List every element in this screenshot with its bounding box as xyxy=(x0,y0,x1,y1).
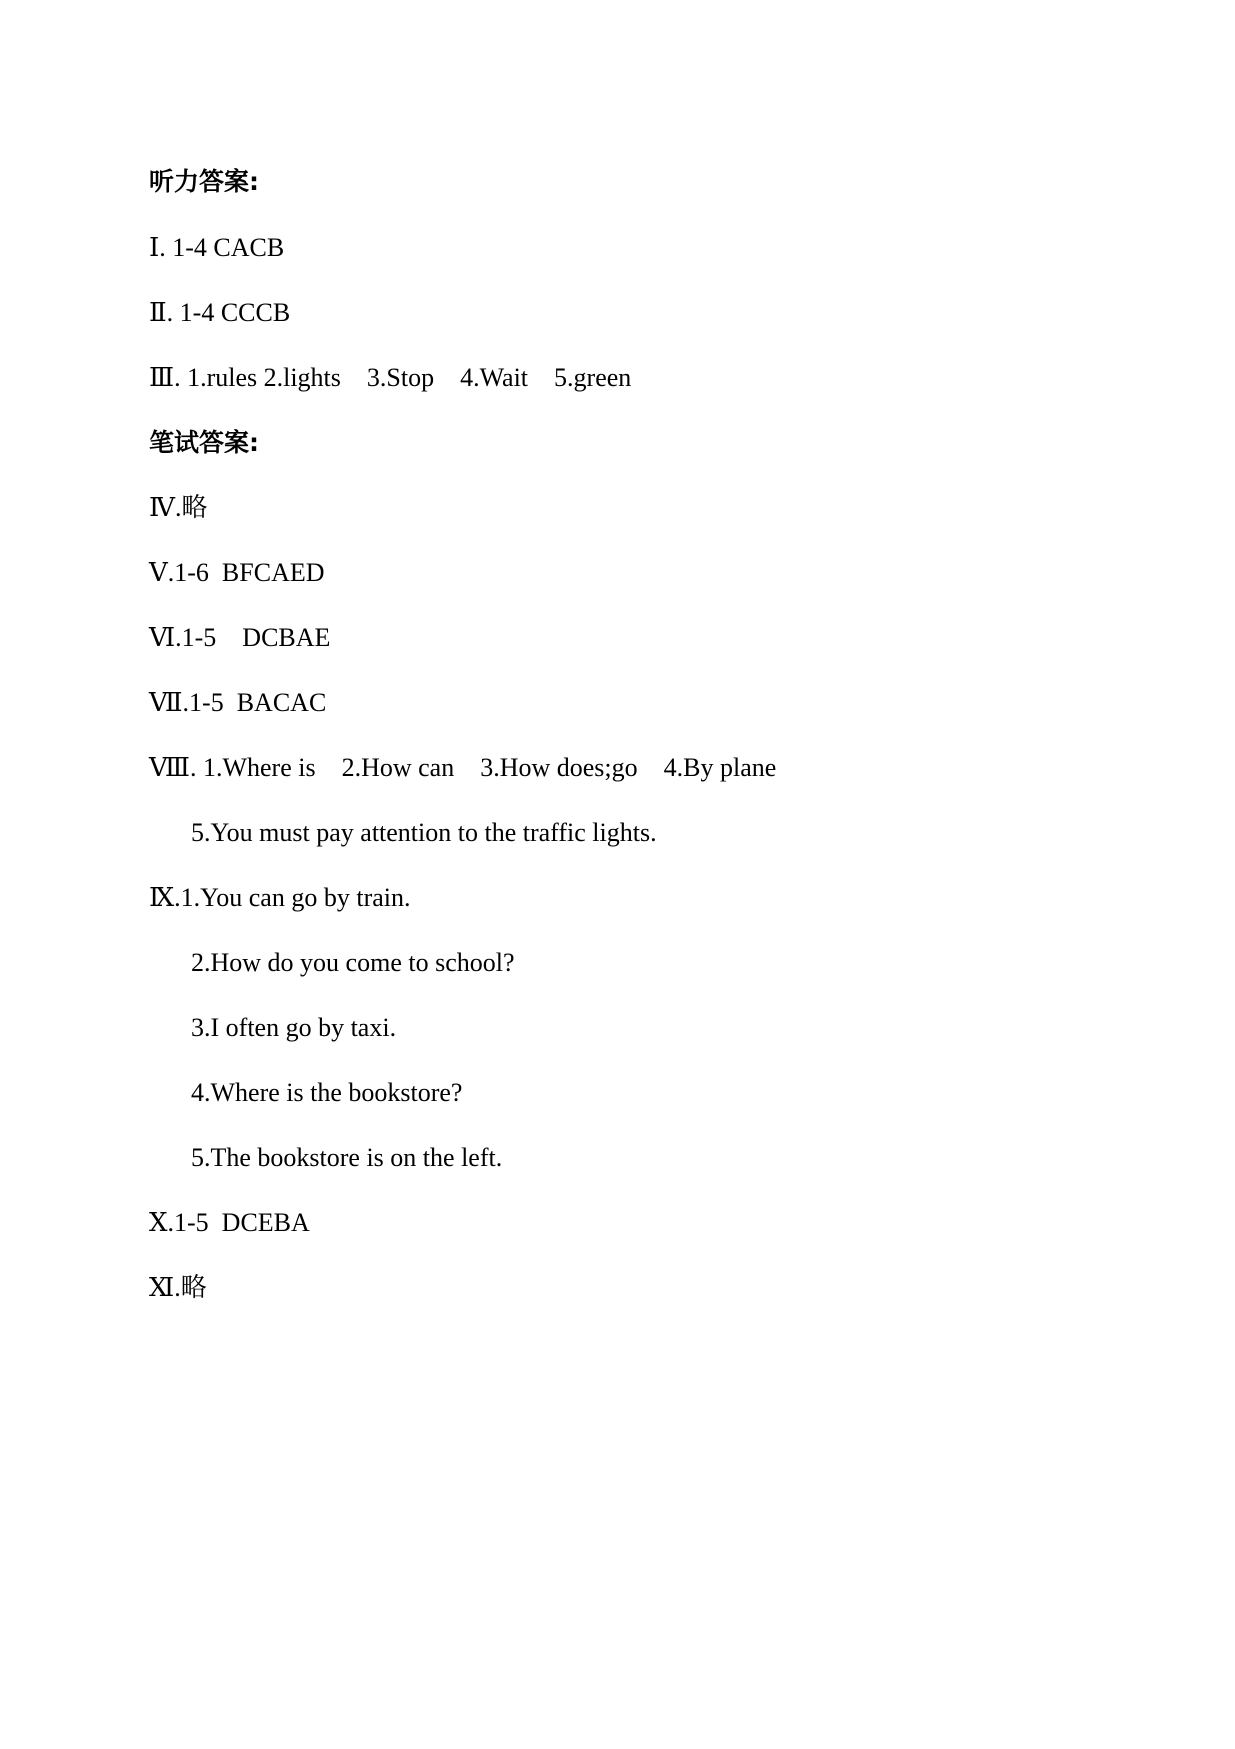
written-answer-8: Ⅷ. 1.Where is 2.How can 3.How does;go 4.By plane xyxy=(149,753,777,782)
written-answer-9-2: 2.How do you come to school? xyxy=(191,948,515,977)
written-answer-8-5: 5.You must pay attention to the traffic lights. xyxy=(191,818,657,847)
written-answer-6: Ⅵ.1-5 DCBAE xyxy=(149,623,331,652)
listening-answer-1: Ⅰ. 1-4 CACB xyxy=(149,233,285,262)
written-answer-11: Ⅺ.略 xyxy=(149,1273,207,1302)
written-answer-5: Ⅴ.1-6 BFCAED xyxy=(149,558,325,587)
written-answer-10: Ⅹ.1-5 DCEBA xyxy=(149,1208,310,1237)
listening-answer-3: Ⅲ. 1.rules 2.lights 3.Stop 4.Wait 5.green xyxy=(149,363,632,392)
listening-answer-2: Ⅱ. 1-4 CCCB xyxy=(149,298,291,327)
written-answer-4: Ⅳ.略 xyxy=(149,493,208,522)
listening-answers-heading: 听力答案: xyxy=(149,167,259,196)
written-answer-9-4: 4.Where is the bookstore? xyxy=(191,1078,463,1107)
written-answer-7: Ⅶ.1-5 BACAC xyxy=(149,688,327,717)
written-answer-9: Ⅸ.1.You can go by train. xyxy=(149,883,411,912)
written-answers-heading: 笔试答案: xyxy=(149,428,259,457)
written-answer-9-3: 3.I often go by taxi. xyxy=(191,1013,397,1042)
written-answer-9-5: 5.The bookstore is on the left. xyxy=(191,1143,503,1172)
